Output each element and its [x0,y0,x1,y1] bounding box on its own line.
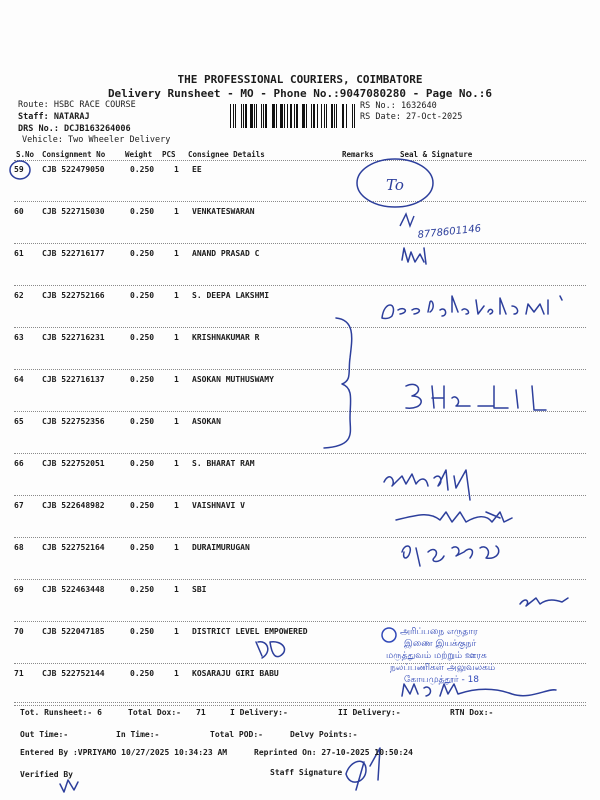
row-consignee: ASOKAN [192,417,221,426]
staff-label: Staff: NATARAJ [18,112,90,122]
row-weight: 0.250 [130,543,155,552]
col-header-pcs: PCS [162,150,176,159]
row-sno: 68 [14,543,24,552]
stamp-line-5: கோயமுத்தூர் - 18 [404,675,480,685]
row-consignee: VAISHNAVI V [192,501,245,510]
row-weight: 0.250 [130,333,155,342]
row-pcs: 1 [174,333,179,342]
row-sno: 61 [14,249,24,258]
row-consignee: DURAIMURUGAN [192,543,250,552]
col-header-sno: S.No [16,150,35,159]
row-consignment-no: CJB 522716137 [42,375,105,384]
stamp-line-2: இணை இயக்குநர் [404,639,477,649]
row-divider [14,579,586,580]
row-consignee: KOSARAJU GIRI BABU [192,669,279,678]
row-pcs: 1 [174,417,179,426]
row-divider [14,411,586,412]
row70-handwritten-jd [256,642,285,658]
rows63-65-bracket [324,318,352,448]
row-consignment-no: CJB 522752164 [42,543,105,552]
row67-signature [396,512,512,522]
verified-by-mark [60,780,78,792]
route-label: Route: HSBC RACE COURSE [18,100,136,110]
row-divider [14,537,586,538]
row-sno: 69 [14,585,24,594]
row62-signature [382,296,562,319]
row-consignee: DISTRICT LEVEL EMPOWERED [192,627,308,636]
row-consignment-no: CJB 522648982 [42,501,105,510]
row-consignment-no: CJB 522716177 [42,249,105,258]
staff-signature-label: Staff Signature [270,768,343,777]
row-pcs: 1 [174,249,179,258]
row-consignee: S. BHARAT RAM [192,459,255,468]
row-sno: 66 [14,459,24,468]
stamp-line-4: நலப்பணிகள் அலுவலகம் [390,663,496,673]
row-consignee: VENKATESWARAN [192,207,255,216]
row69-signature [520,598,568,606]
rs-number: RS No.: 1632640 [360,101,437,111]
total-pod: Total POD:- [210,730,263,739]
row-consignment-no: CJB 522752144 [42,669,105,678]
row-weight: 0.250 [130,417,155,426]
row59-handwritten-to: To [386,176,404,194]
row-consignment-no: CJB 522715030 [42,207,105,216]
stamp-line-3: மருத்துவம் மற்றும் ஊரக [386,651,487,661]
i-delivery: I Delivery:- [230,708,288,717]
row-sno: 62 [14,291,24,300]
row-pcs: 1 [174,459,179,468]
row-pcs: 1 [174,501,179,510]
row-divider [14,621,586,622]
row-sno: 60 [14,207,24,216]
out-time: Out Time:- [20,730,69,739]
row-pcs: 1 [174,375,179,384]
row-weight: 0.250 [130,585,155,594]
row-divider [14,705,586,706]
row-sno: 63 [14,333,24,342]
header-rule [14,160,586,161]
delivery-points: Delvy Points:- [290,730,358,739]
row71-signature [402,684,556,696]
row-sno: 70 [14,627,24,636]
col-header-consignee: Consignee Details [188,150,265,159]
row-weight: 0.250 [130,291,155,300]
row-consignment-no: CJB 522463448 [42,585,105,594]
row-consignment-no: CJB 522716231 [42,333,105,342]
row-pcs: 1 [174,165,179,174]
vehicle-label: Vehicle: Two Wheeler Delivery [22,135,171,145]
row-pcs: 1 [174,207,179,216]
barcode [230,104,356,128]
total-runsheet: Tot. Runsheet:- 6 [20,708,102,717]
col-header-consignment: Consignment No [42,150,106,159]
row-sno: 65 [14,417,24,426]
row-consignment-no: CJB 522752166 [42,291,105,300]
row-consignment-no: CJB 522752356 [42,417,105,426]
verified-by: Verified By [20,770,73,779]
row-pcs: 1 [174,543,179,552]
rs-date: RS Date: 27-Oct-2025 [360,112,463,122]
row-divider [14,327,586,328]
row-consignee: S. DEEPA LAKSHMI [192,291,270,300]
entered-by: Entered By :VPRIYAMO 10/27/2025 10:34:23 AM [20,748,228,757]
total-dox-value: 71 [196,708,206,717]
row-consignment-no: CJB 522752051 [42,459,105,468]
row59-circle-mark [357,159,433,207]
row-weight: 0.250 [130,207,155,216]
col-header-weight: Weight [125,150,153,159]
row-weight: 0.250 [130,669,155,678]
row-consignee: ASOKAN MUTHUSWAMY [192,375,274,384]
row68-signature [402,546,499,566]
row-sno: 67 [14,501,24,510]
row-pcs: 1 [174,585,179,594]
row61-signature [402,248,426,264]
row-sno: 59 [14,165,24,174]
seal-stamp [382,627,495,685]
row-weight: 0.250 [130,375,155,384]
in-time: In Time:- [116,730,160,739]
runsheet-subtitle: Delivery Runsheet - MO - Phone No.:9047080280 - Page No.:6 [107,87,493,100]
row-weight: 0.250 [130,165,155,174]
row-divider [14,369,586,370]
row-weight: 0.250 [130,459,155,468]
row-weight: 0.250 [130,249,155,258]
row-divider [14,201,586,202]
row-consignment-no: CJB 522047185 [42,627,105,636]
row-pcs: 1 [174,669,179,678]
col-header-remarks: Remarks [342,150,374,159]
row-weight: 0.250 [130,627,155,636]
row-divider [14,495,586,496]
rtn-dox: RTN Dox:- [450,708,494,717]
row-consignment-no: CJB 522479050 [42,165,105,174]
rows63-65-signature [406,384,546,410]
row-divider [14,243,586,244]
row-divider [14,285,586,286]
row-consignee: ANAND PRASAD C [192,249,260,258]
row-weight: 0.250 [130,501,155,510]
stamp-line-1: அரிப்பநை எருதார [400,627,478,637]
row-pcs: 1 [174,291,179,300]
reprinted-on: Reprinted On: 27-10-2025 10:50:24 [254,748,413,757]
row60-signature [400,214,414,226]
footer-rule [14,702,586,703]
row-consignee: SBI [192,585,207,594]
row-sno: 71 [14,669,24,678]
row-divider [14,453,586,454]
row-sno: 64 [14,375,24,384]
total-dox-label: Total Dox:- [128,708,181,717]
drs-number: DRS No.: DCJB163264006 [18,124,131,134]
company-title: THE PROFESSIONAL COURIERS, COIMBATORE [177,73,423,86]
row-consignee: KRISHNAKUMAR R [192,333,260,342]
col-header-seal-signature: Seal & Signature [400,150,473,159]
row-pcs: 1 [174,627,179,636]
row60-handwritten-phone: 8778601146 [417,223,482,241]
row-consignee: EE [192,165,202,174]
ii-delivery: II Delivery:- [338,708,401,717]
row-divider [14,663,586,664]
